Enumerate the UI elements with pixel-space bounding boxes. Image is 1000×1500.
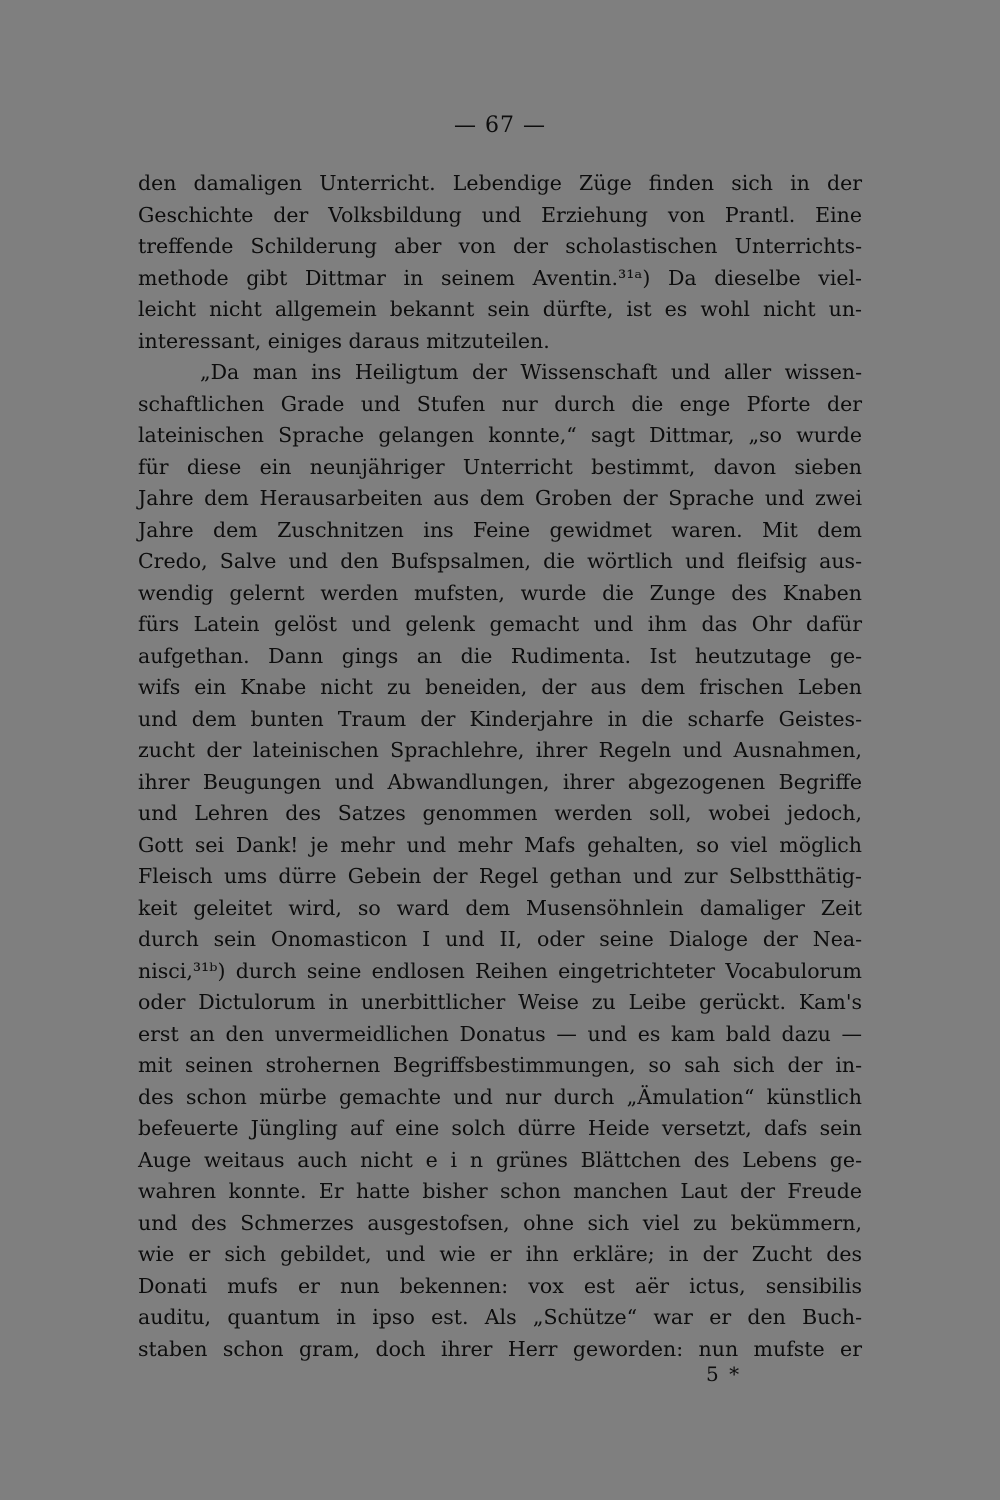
page-body-text: [138, 168, 862, 1365]
text-line: befeuerte Jüngling auf eine solch dürre Heide versetzt, dafs sein: [138, 1116, 862, 1140]
text-line: Auge weitaus auch nicht e i n grünes Blättchen des Lebens ge-: [138, 1147, 862, 1172]
text-line: für diese ein neunjähriger Unterricht bestimmt, davon sieben: [138, 454, 862, 479]
signature-mark: 5 *: [706, 1362, 742, 1386]
text-line: Donati mufs er nun bekennen: vox est aër ictus, sensibilis: [138, 1273, 862, 1298]
text-line: lateinischen Sprache gelangen konnte,“ sagt Dittmar, „so wurde: [138, 423, 862, 447]
text-line: Jahre dem Herausarbeiten aus dem Groben der Sprache und zwei: [138, 486, 862, 510]
text-line: und dem bunten Traum der Kinderjahre in die scharfe Geistes-: [138, 706, 862, 731]
text-line: ihrer Beugungen und Abwandlungen, ihrer abgezogenen Begriffe: [138, 769, 862, 794]
text-line: und Lehren des Satzes genommen werden soll, wobei jedoch,: [138, 801, 862, 825]
text-line: durch sein Onomasticon I und II, oder seine Dialoge der Nea-: [138, 927, 862, 951]
text-line: Credo, Salve und den Bufspsalmen, die wörtlich und fleifsig aus-: [138, 549, 862, 573]
text-line: zucht der lateinischen Sprachlehre, ihrer Regeln und Ausnahmen,: [138, 738, 862, 762]
text-line: mit seinen strohernen Begriffsbestimmungen, so sah sich der in-: [138, 1053, 862, 1077]
text-line: nisci,³¹ᵇ) durch seine endlosen Reihen eingetrichteter Vocabulorum: [138, 958, 862, 983]
text-line: interessant, einiges daraus mitzuteilen.: [138, 328, 550, 353]
text-line: den damaligen Unterricht. Lebendige Züge finden sich in der: [138, 171, 862, 195]
page-number-header: — 67 —: [454, 113, 546, 138]
text-line: wendig gelernt werden mufsten, wurde die Zunge des Knaben: [138, 580, 862, 605]
text-line: oder Dictulorum in unerbittlicher Weise zu Leibe gerückt. Kam's: [138, 990, 862, 1014]
text-line: auditu, quantum in ipso est. Als „Schütze“ war er den Buch-: [138, 1305, 862, 1329]
text-line: fürs Latein gelöst und gelenk gemacht und ihm das Ohr dafür: [138, 612, 862, 636]
text-line: treffende Schilderung aber von der scholastischen Unterrichts-: [138, 234, 862, 258]
text-line: leicht nicht allgemein bekannt sein dürfte, ist es wohl nicht un-: [138, 297, 862, 321]
text-line: erst an den unvermeidlichen Donatus — und es kam bald dazu —: [138, 1021, 862, 1046]
text-line: Fleisch ums dürre Gebein der Regel gethan und zur Selbstthätig-: [138, 864, 862, 888]
text-line: Geschichte der Volksbildung und Erziehung von Prantl. Eine: [138, 202, 862, 227]
text-line: und des Schmerzes ausgestofsen, ohne sich viel zu bekümmern,: [138, 1210, 862, 1235]
text-line: „Da man ins Heiligtum der Wissenschaft und aller wissen-: [200, 360, 862, 384]
text-line: wie er sich gebildet, und wie er ihn erkläre; in der Zucht des: [138, 1242, 862, 1266]
text-line: Gott sei Dank! je mehr und mehr Mafs gehalten, so viel möglich: [138, 832, 862, 857]
text-line: Jahre dem Zuschnitzen ins Feine gewidmet waren. Mit dem: [138, 517, 862, 542]
text-line: des schon mürbe gemachte und nur durch „Ämulation“ künstlich: [138, 1084, 862, 1109]
text-line: methode gibt Dittmar in seinem Aventin.³¹ᵃ) Da dieselbe viel-: [138, 265, 862, 290]
text-line: keit geleitet wird, so ward dem Musensöhnlein damaliger Zeit: [138, 895, 862, 920]
text-line: wifs ein Knabe nicht zu beneiden, der aus dem frischen Leben: [138, 675, 862, 699]
text-line: schaftlichen Grade und Stufen nur durch die enge Pforte der: [138, 391, 862, 416]
text-line: wahren konnte. Er hatte bisher schon manchen Laut der Freude: [138, 1179, 862, 1203]
text-line: staben schon gram, doch ihrer Herr geworden: nun mufste er: [138, 1336, 862, 1361]
text-line: aufgethan. Dann gings an die Rudimenta. Ist heutzutage ge-: [138, 643, 862, 668]
